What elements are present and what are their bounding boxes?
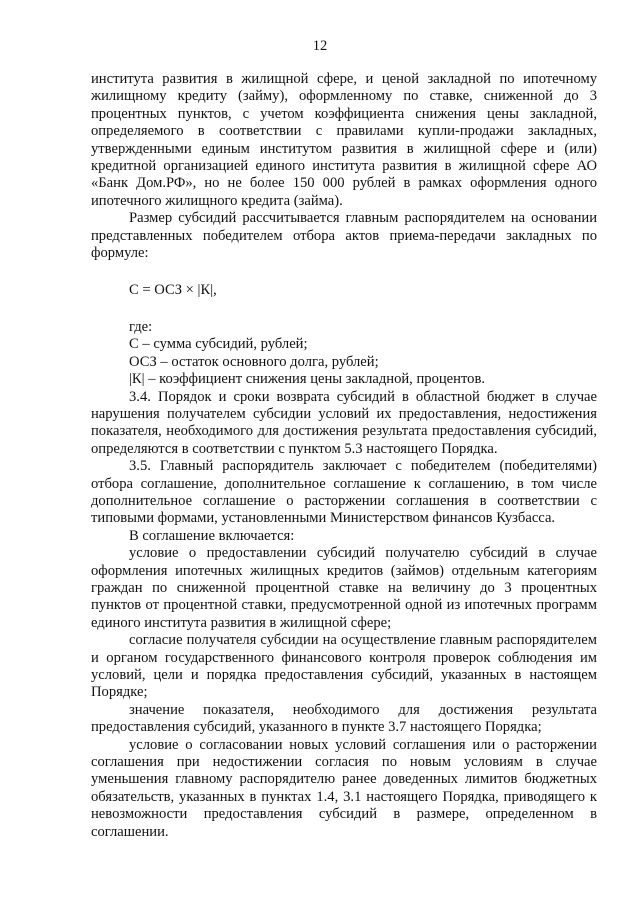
page-number: 12 [312, 38, 328, 54]
formula-definition-osz: ОСЗ – остаток основного долга, рублей; [129, 353, 379, 370]
formula-where-label: где: [129, 318, 153, 335]
formula-definition-k: |К| – коэффициент снижения цены закладной, процентов. [129, 371, 485, 388]
document-body [91, 71, 597, 841]
subsidy-formula: С = ОСЗ × |К|, [129, 282, 217, 299]
paragraph-subsidy-size: Размер субсидий рассчитывается главным распорядителем на основании представленных победителем отбора актов приема-передачи закладных по формуле: [91, 210, 597, 262]
paragraph-indicator-value: значение показателя, необходимого для достижения результата предоставления субсидий, указанного в пункте 3.7 настоящего Порядка; [91, 701, 597, 736]
paragraph-continuation: института развития в жилищной сфере, и ценой закладной по ипотечному жилищному кредиту (займу), оформленному по ставке, сниженной до 3 процентных пунктов, с учетом коэффициента снижения цены закладной, определяемого в соответствии с правилами купли-продажи закладных, утвержденными единым институтом развития в жилищной сфере и (или) кредитной организацией единого института развития в жилищной сфере АО «Банк Дом.РФ», но не более 150 000 рублей в рамках оформления одного ипотечного жилищного кредита (займа). [91, 71, 597, 209]
paragraph-agreement-includes: В соглашение включается: [129, 527, 295, 544]
paragraph-consent-inspections: согласие получателя субсидии на осуществление главным распорядителем и органом государственного финансового контроля проверок соблюдения им условий, цели и порядка предоставления субсидий, указанных в настоящем Порядке; [91, 632, 597, 701]
paragraph-new-conditions: условие о согласовании новых условий соглашения или о расторжении соглашения при недостижении согласия по новым условиям в случае уменьшения главному распорядителю ранее доведенных лимитов бюджетных обязательств, указанных в пунктах 1.4, 3.1 настоящего Порядка, приводящего к невозможности предоставления субсидий в размере, определенном в соглашении. [91, 736, 597, 840]
paragraph-3-4: 3.4. Порядок и сроки возврата субсидий в областной бюджет в случае нарушения получателем субсидии условий их предоставления, недостижения показателя, необходимого для достижения результата предоставления субсидий, определяются в соответствии с пунктом 5.3 настоящего Порядка. [91, 388, 597, 457]
paragraph-condition-reduced-rate: условие о предоставлении субсидий получателю субсидий в случае оформления ипотечных жилищных кредитов (займов) отдельным категориям граждан по сниженной процентной ставке на величину до 3 процентных пунктов от процентной ставки, предусмотренной одной из ипотечных программ единого института развития в жилищной сфере; [91, 545, 597, 631]
paragraph-3-5: 3.5. Главный распорядитель заключает с победителем (победителями) отбора соглашение, дополнительное соглашение к соглашению, в том числе дополнительное соглашение о расторжении соглашения в соответствии с типовыми формами, установленными Министерством финансов Кузбасса. [91, 458, 597, 527]
formula-definition-c: С – сумма субсидий, рублей; [129, 336, 308, 353]
